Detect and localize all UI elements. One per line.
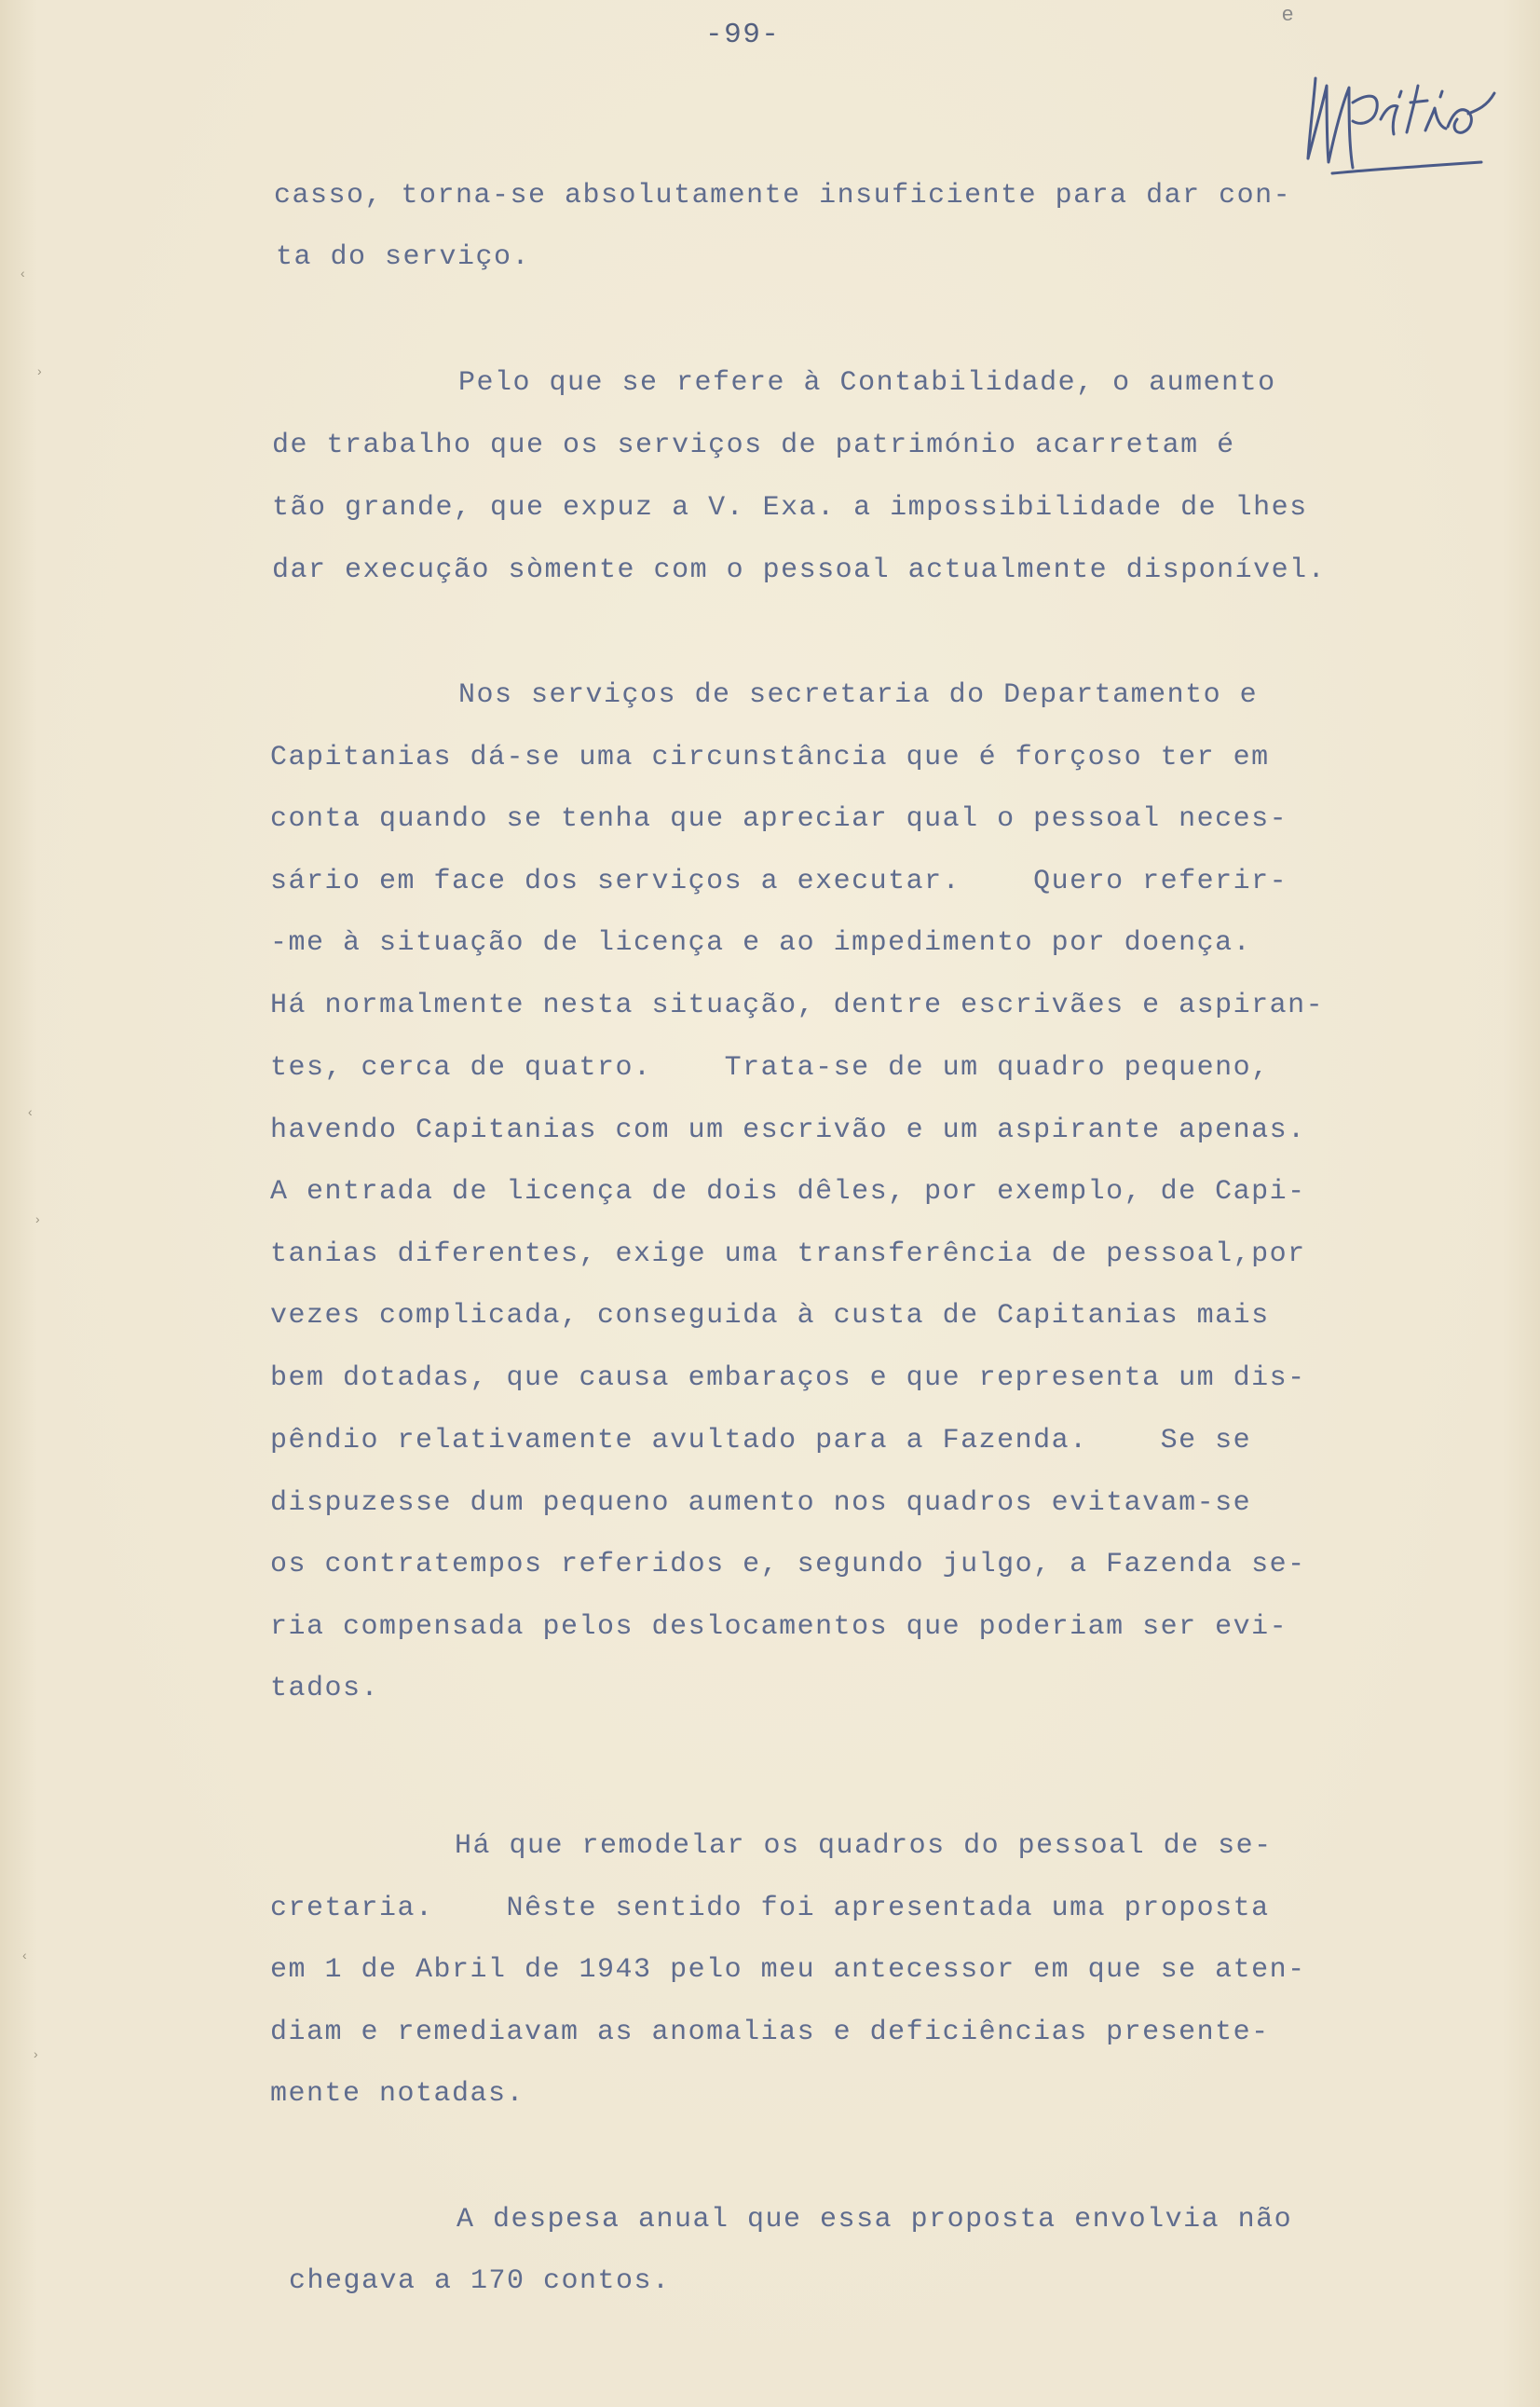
handwritten-signature <box>1295 65 1509 186</box>
text-line: -me à situação de licença e ao impedimento por doença. <box>270 927 1252 959</box>
margin-mark: ‹ <box>28 1104 33 1119</box>
text-line: ta do serviço. <box>276 241 531 273</box>
text-line: conta quando se tenha que apreciar qual o pessoal neces- <box>270 803 1288 835</box>
text-line: sário em face dos serviços a executar. Quero referir- <box>270 866 1288 897</box>
margin-mark: › <box>34 2046 38 2061</box>
text-line: Nos serviços de secretaria do Departamento e <box>458 679 1259 711</box>
text-line: os contratempos referidos e, segundo julgo, a Fazenda se- <box>270 1549 1306 1580</box>
text-line: A entrada de licença de dois dêles, por exemplo, de Capi- <box>270 1176 1306 1208</box>
text-line: bem dotadas, que causa embaraços e que representa um dis- <box>270 1362 1306 1394</box>
text-line: casso, torna-se absolutamente insuficiente para dar con- <box>274 180 1292 212</box>
margin-mark: ‹ <box>22 1948 27 1963</box>
text-line: tão grande, que expuz a V. Exa. a impossibilidade de lhes <box>272 492 1308 524</box>
text-line: tados. <box>270 1673 380 1704</box>
text-line: pêndio relativamente avultado para a Fazenda. Se se <box>270 1425 1252 1457</box>
page-number: -99- <box>705 19 781 51</box>
margin-mark: › <box>37 363 42 378</box>
text-line: mente notadas. <box>270 2078 525 2110</box>
corner-mark: e <box>1282 2 1294 25</box>
text-line: A despesa anual que essa proposta envolvia não <box>457 2204 1293 2236</box>
text-line: dar execução sòmente com o pessoal actualmente disponível. <box>272 554 1327 586</box>
text-line: em 1 de Abril de 1943 pelo meu antecessor em que se aten- <box>270 1954 1306 1986</box>
text-line: de trabalho que os serviços de património acarretam é <box>272 430 1235 461</box>
text-line: ria compensada pelos deslocamentos que poderiam ser evi- <box>270 1611 1288 1643</box>
text-line: chegava a 170 contos. <box>289 2265 671 2297</box>
text-line: tes, cerca de quatro. Trata-se de um quadro pequeno, <box>270 1052 1270 1084</box>
text-line: diam e remediavam as anomalias e deficiências presente- <box>270 2017 1270 2048</box>
text-line: vezes complicada, conseguida à custa de Capitanias mais <box>270 1300 1270 1332</box>
text-line: Pelo que se refere à Contabilidade, o aumento <box>458 367 1276 399</box>
text-line: Há normalmente nesta situação, dentre escrivães e aspiran- <box>270 990 1325 1021</box>
text-line: havendo Capitanias com um escrivão e um aspirante apenas. <box>270 1115 1306 1146</box>
text-line: Há que remodelar os quadros do pessoal de se- <box>455 1830 1273 1862</box>
margin-mark: › <box>35 1211 40 1226</box>
text-line: cretaria. Nêste sentido foi apresentada uma proposta <box>270 1893 1270 1924</box>
text-line: Capitanias dá-se uma circunstância que é forçoso ter em <box>270 742 1270 773</box>
margin-mark: ‹ <box>20 266 25 280</box>
text-line: tanias diferentes, exige uma transferência de pessoal,por <box>270 1238 1306 1270</box>
text-line: dispuzesse dum pequeno aumento nos quadros evitavam-se <box>270 1487 1252 1519</box>
